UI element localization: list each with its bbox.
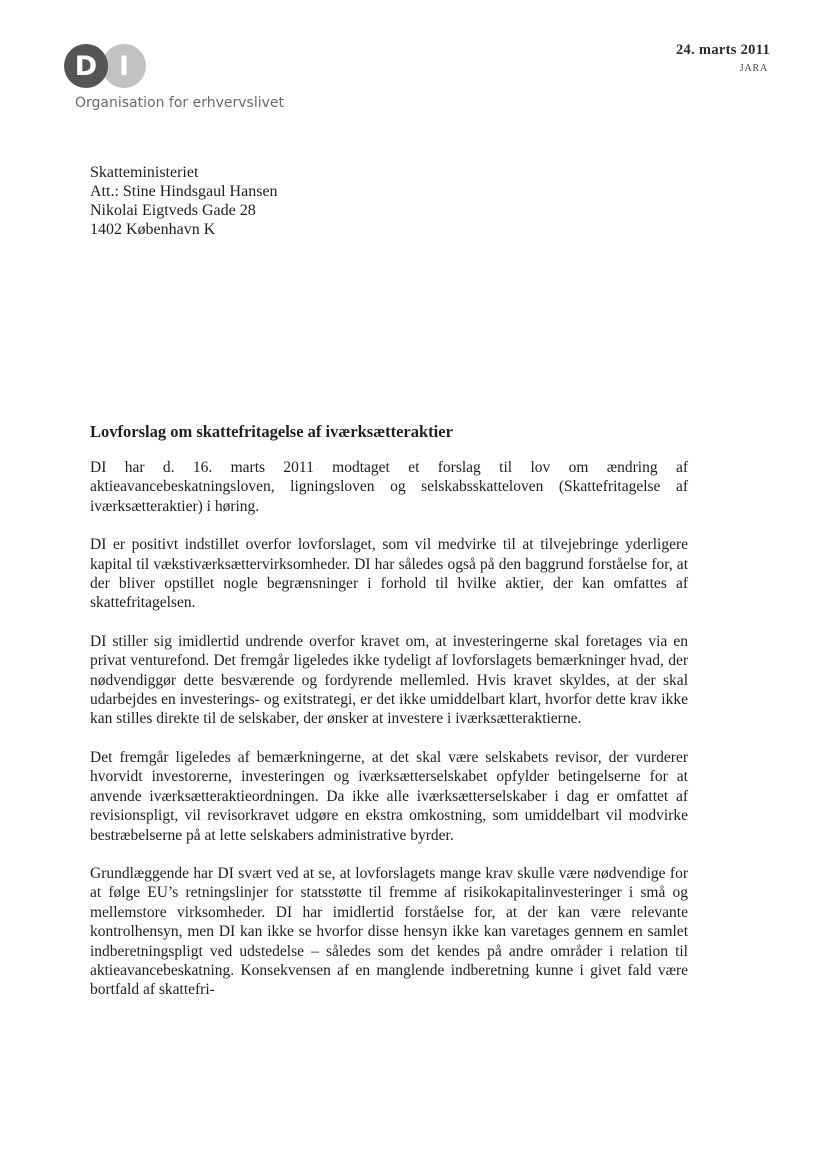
logo-d-circle: D <box>64 44 108 88</box>
body-paragraph: DI har d. 16. marts 2011 modtaget et forslag til lov om ændring af aktieavancebeskatningsloven, ligningsloven og selskabsskatteloven (Skattefritagelse af iværksætteraktier) i høring. <box>90 459 688 515</box>
di-logo <box>64 44 154 88</box>
letter-body <box>90 458 688 1019</box>
recipient-line: 1402 København K <box>90 221 216 238</box>
body-paragraph: Grundlæggende har DI svært ved at se, at lovforslagets mange krav skulle være nødvendige for at følge EU’s retningslinjer for statsstøtte til fremme af risikokapitalinvesteringer i små og mellemstore virksomheder. DI har imidlertid forståelse for, at der kan være relevante kontrolhensyn, men DI kan ikke se hvorfor disse hensyn ikke kan varetages gennem en samlet indberetningspligt ved udstedelse – således som det kendes på andre områder i relation til aktieavancebeskatning. Konsekvensen af en manglende indberetning kunne i givet fald være bortfald af skattefri- <box>90 864 688 999</box>
recipient-line: Nikolai Eigtveds Gade 28 <box>90 202 256 219</box>
letter-date: 24. marts 2011 <box>675 42 770 58</box>
letter-subject: Lovforslag om skattefritagelse af iværksætteraktier <box>90 422 453 441</box>
organisation-tagline: Organisation for erhvervslivet <box>75 95 284 111</box>
logo-circles <box>64 44 154 88</box>
logo-i-circle: I <box>102 44 146 88</box>
recipient-address <box>90 163 278 239</box>
recipient-line: Skatteministeriet <box>90 164 199 181</box>
body-paragraph: Det fremgår ligeledes af bemærkningerne, at det skal være selskabets revisor, der vurderer hvorvidt investorerne, investeringen og iværksætterselskabet opfylder betingelserne for at anvende iværksætteraktieordningen. Da ikke alle iværksætterselskaber i dag er omfattet af revisionspligt, vil revisorkravet udgøre en ekstra omkostning, som umiddelbart vil modvirke bestræbelserne på at lette selskabers administrative byrder. <box>90 748 688 844</box>
body-paragraph: DI er positivt indstillet overfor lovforslaget, som vil medvirke til at tilvejebringe yderligere kapital til vækstiværksættervirksomheder. DI har således også på den baggrund forståelse for, at der bliver opstillet nogle begrænsninger i forhold til hvilke aktier, der kan omfattes af skattefritagelsen. <box>90 536 688 612</box>
recipient-line: Att.: Stine Hindsgaul Hansen <box>90 183 278 200</box>
body-paragraph: DI stiller sig imidlertid undrende overfor kravet om, at investeringerne skal foretages via en privat venturefond. Det fremgår ligeledes ikke tydeligt af lovforslagets bemærkninger hvad, der nødvendiggør dette besværende og fordyrende mellemled. Hvis kravet skyldes, at der skal udarbejdes en investerings- og exitstrategi, er det ikke umiddelbart klart, hvorfor dette krav ikke kan stilles direkte til de selskaber, der ønsker at investere i iværksætteraktierne. <box>90 632 688 728</box>
author-initials: JARA <box>739 63 768 74</box>
